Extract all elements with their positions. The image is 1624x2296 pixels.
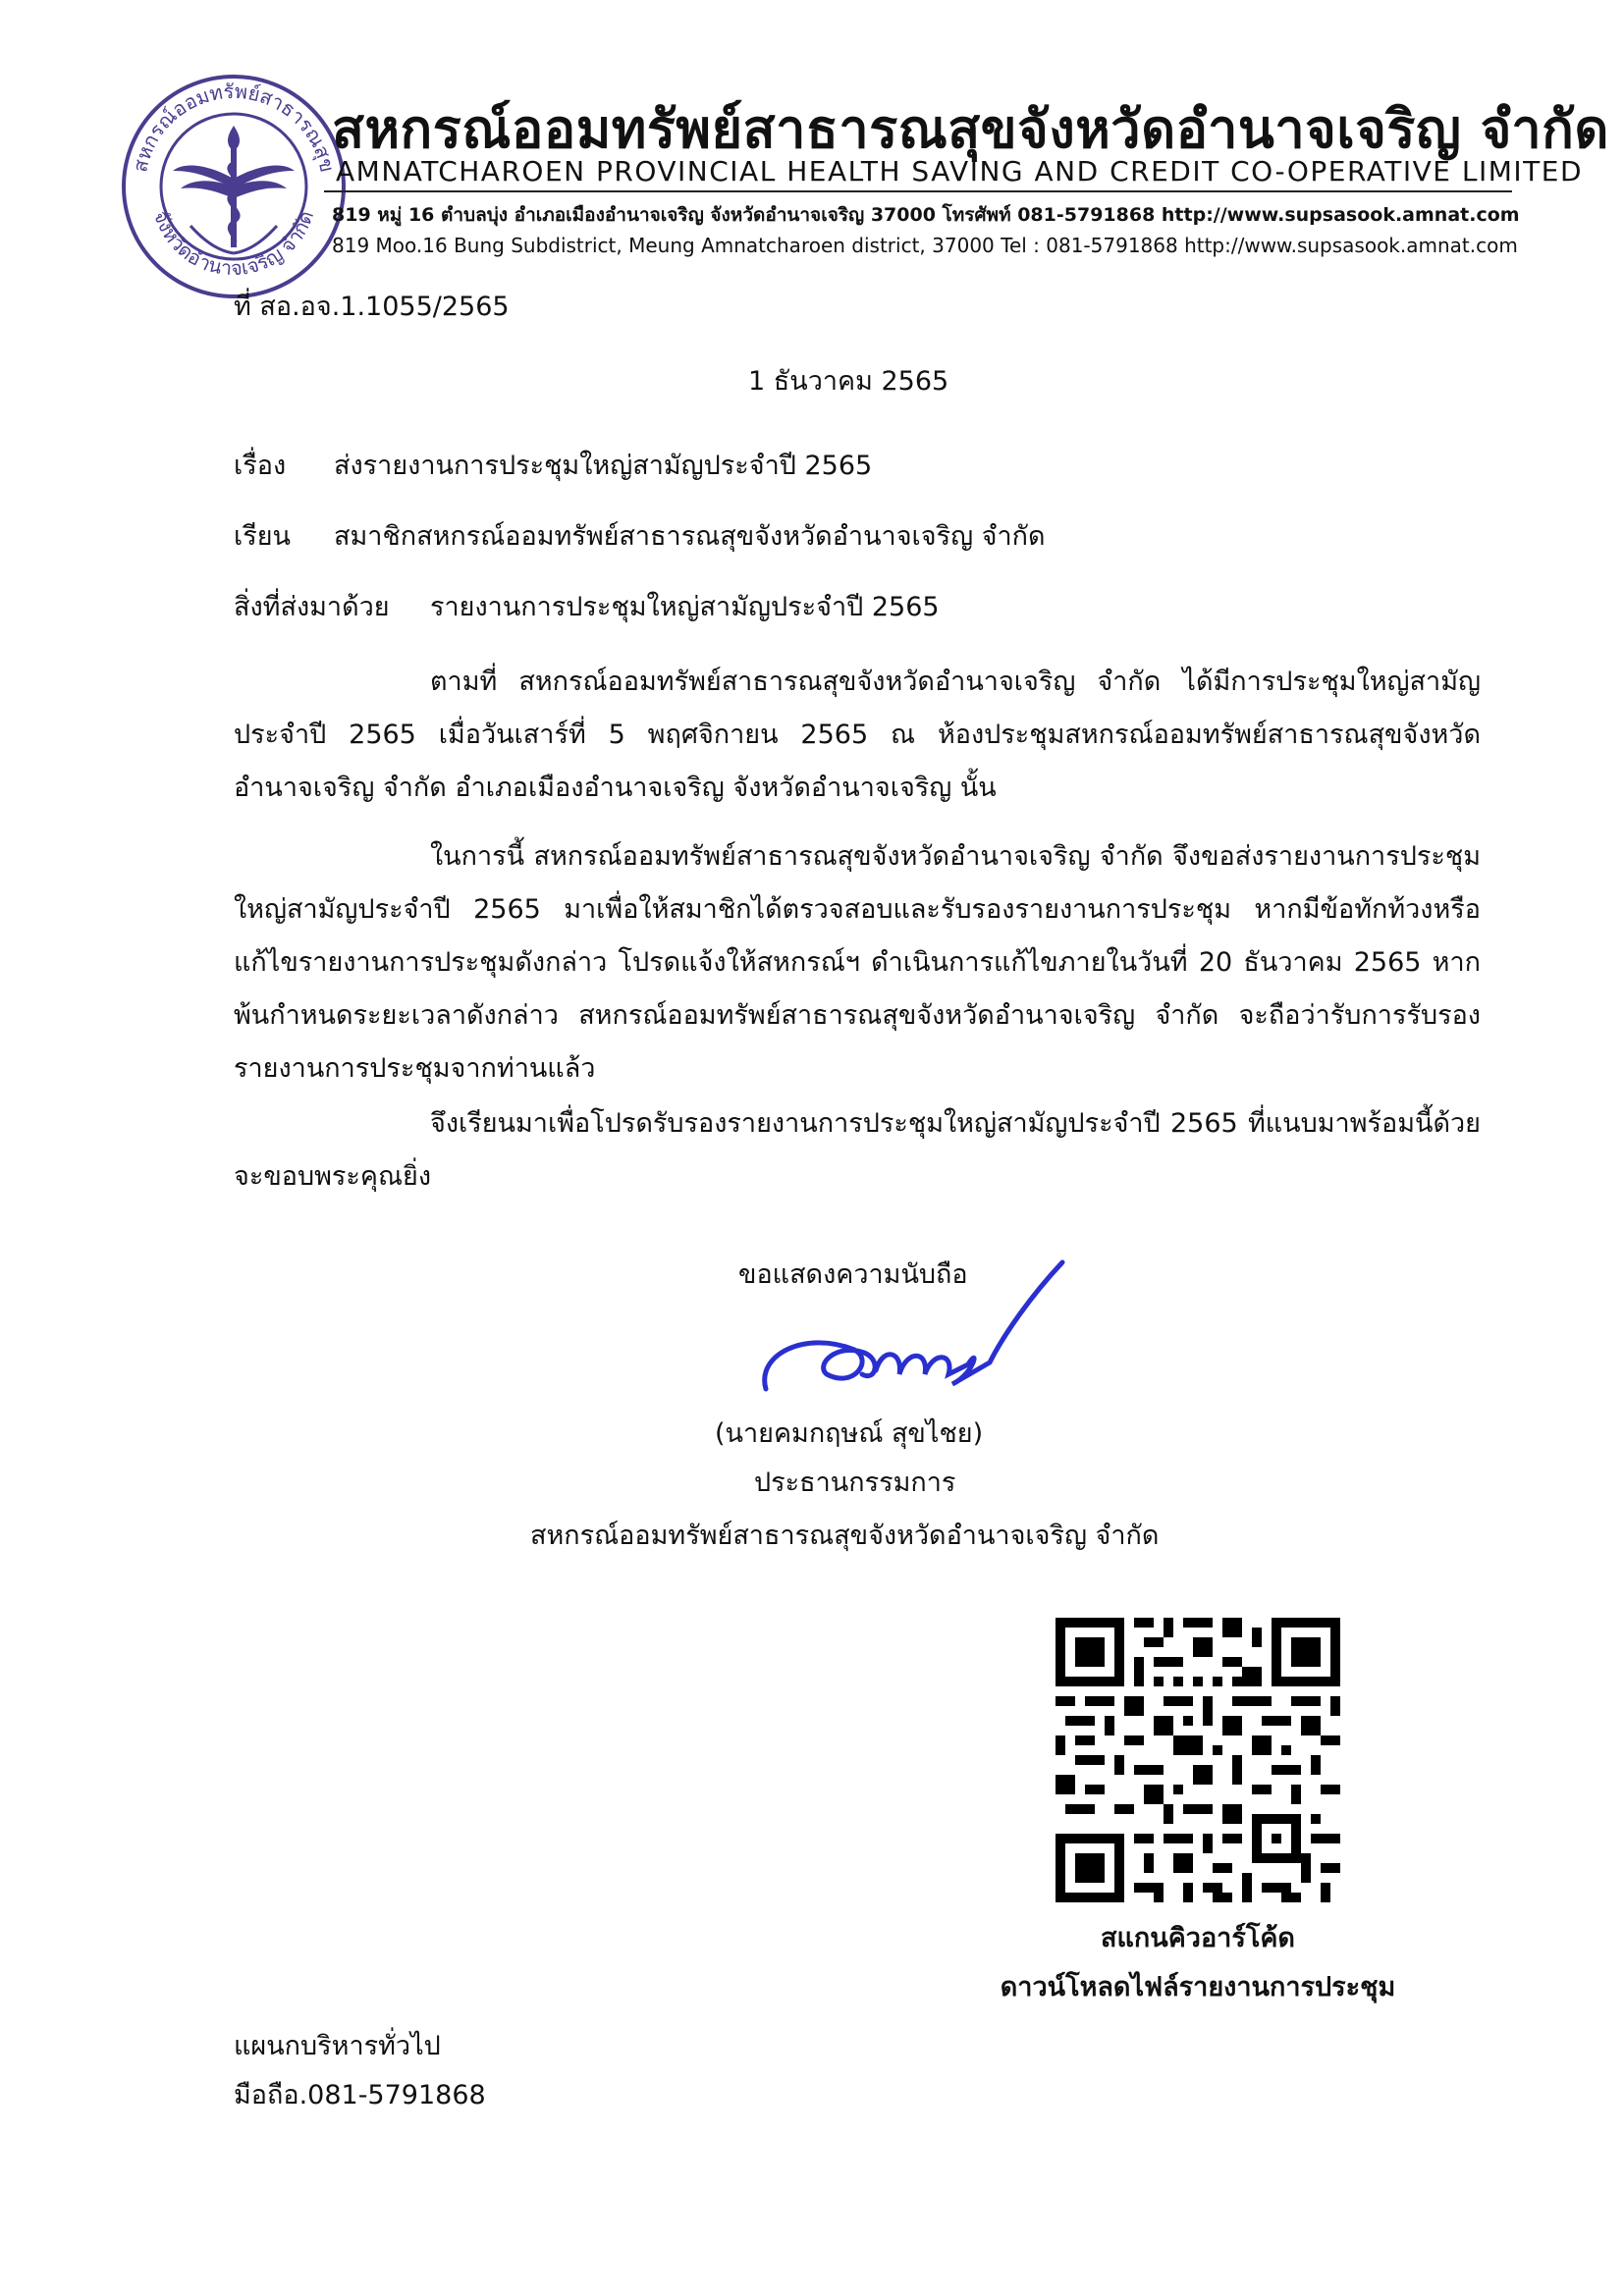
letter-date: 1 ธันวาคม 2565 [748,366,949,397]
svg-text:สหกรณ์ออมทรัพย์สาธารณสุข: สหกรณ์ออมทรัพย์สาธารณสุข [128,79,340,175]
qr-caption-line-2: ดาวน์โหลดไฟล์รายงานการประชุม [1000,1972,1396,2002]
body-paragraph-2: ในการนี้ สหกรณ์ออมทรัพย์สาธารณสุขจังหวัดอำนาจเจริญ จำกัด จึงขอส่งรายงานการประชุมใหญ่สามัญประจำปี 2565 มาเพื่อให้สมาชิกได้ตรวจสอบและรับรองรายงานการประชุม หากมีข้อทักท้วงหรือแก้ไขรายงานการประชุมดังกล่าว โปรดแจ้งให้สหกรณ์ฯ ดำเนินการแก้ไขภายในวันที่ 20 ธันวาคม 2565 หากพ้นกำหนดระยะเวลาดังกล่าว สหกรณ์ออมทรัพย์สาธารณสุขจังหวัดอำนาจเจริญ จำกัด จะถือว่ารับการรับรองรายงานการประชุมจากท่านแล้ว [234,841,1481,1084]
enclosure-text: รายงานการประชุมใหญ่สามัญประจำปี 2565 [430,592,940,622]
subject-label: เรื่อง [234,451,287,481]
footer-phone: มือถือ.081-5791868 [234,2080,486,2110]
cooperative-logo [116,69,352,304]
signer-name: (นายคมกฤษณ์ สุขไชย) [715,1418,984,1449]
org-name-thai: สหกรณ์ออมทรัพย์สาธารณสุขจังหวัดอำนาจเจริญ จำกัด [332,98,1609,160]
qr-code [1056,1618,1340,1902]
qr-caption-line-1: สแกนคิวอาร์โค้ด [1101,1923,1295,1953]
signer-organization: สหกรณ์ออมทรัพย์สาธารณสุขจังหวัดอำนาจเจริญ จำกัด [530,1521,1160,1551]
address-thai: 819 หมู่ 16 ตำบลบุ่ง อำเภอเมืองอำนาจเจริญ จังหวัดอำนาจเจริญ 37000 โทรศัพท์ 081-5791868 http://www.supsasook.amnat.com [332,204,1520,226]
letterhead-divider [324,190,1512,192]
signer-title: ประธานกรรมการ [754,1468,956,1498]
svg-text:จังหวัดอำนาจเจริญ จำกัด: จังหวัดอำนาจเจริญ จำกัด [148,207,319,281]
reference-number: ที่ สอ.อจ.1.1055/2565 [234,292,510,322]
org-name-english: AMNATCHAROEN PROVINCIAL HEALTH SAVING AND CREDIT CO-OPERATIVE LIMITED [336,155,1583,187]
subject-text: ส่งรายงานการประชุมใหญ่สามัญประจำปี 2565 [334,451,873,481]
body-paragraph-3: จึงเรียนมาเพื่อโปรดรับรองรายงานการประชุมใหญ่สามัญประจำปี 2565 ที่แนบมาพร้อมนี้ด้วย จะขอบพระคุณยิ่ง [234,1108,1481,1192]
recipient-label: เรียน [234,521,292,552]
footer-department: แผนกบริหารทั่วไป [234,2031,441,2061]
address-english: 819 Moo.16 Bung Subdistrict, Meung Amnatcharoen district, 37000 Tel : 081-5791868 http://www.supsasook.amnat.com [332,234,1518,257]
body-paragraph-1: ตามที่ สหกรณ์ออมทรัพย์สาธารณสุขจังหวัดอำนาจเจริญ จำกัด ได้มีการประชุมใหญ่สามัญประจำปี 2565 เมื่อวันเสาร์ที่ 5 พฤศจิกายน 2565 ณ ห้องประชุมสหกรณ์ออมทรัพย์สาธารณสุขจังหวัดอำนาจเจริญ จำกัด อำเภอเมืองอำนาจเจริญ จังหวัดอำนาจเจริญ นั้น [234,667,1481,803]
enclosure-label: สิ่งที่ส่งมาด้วย [234,592,390,622]
recipient-text: สมาชิกสหกรณ์ออมทรัพย์สาธารณสุขจังหวัดอำนาจเจริญ จำกัด [334,521,1046,552]
closing-text: ขอแสดงความนับถือ [738,1259,968,1290]
handwritten-signature [746,1227,1070,1414]
